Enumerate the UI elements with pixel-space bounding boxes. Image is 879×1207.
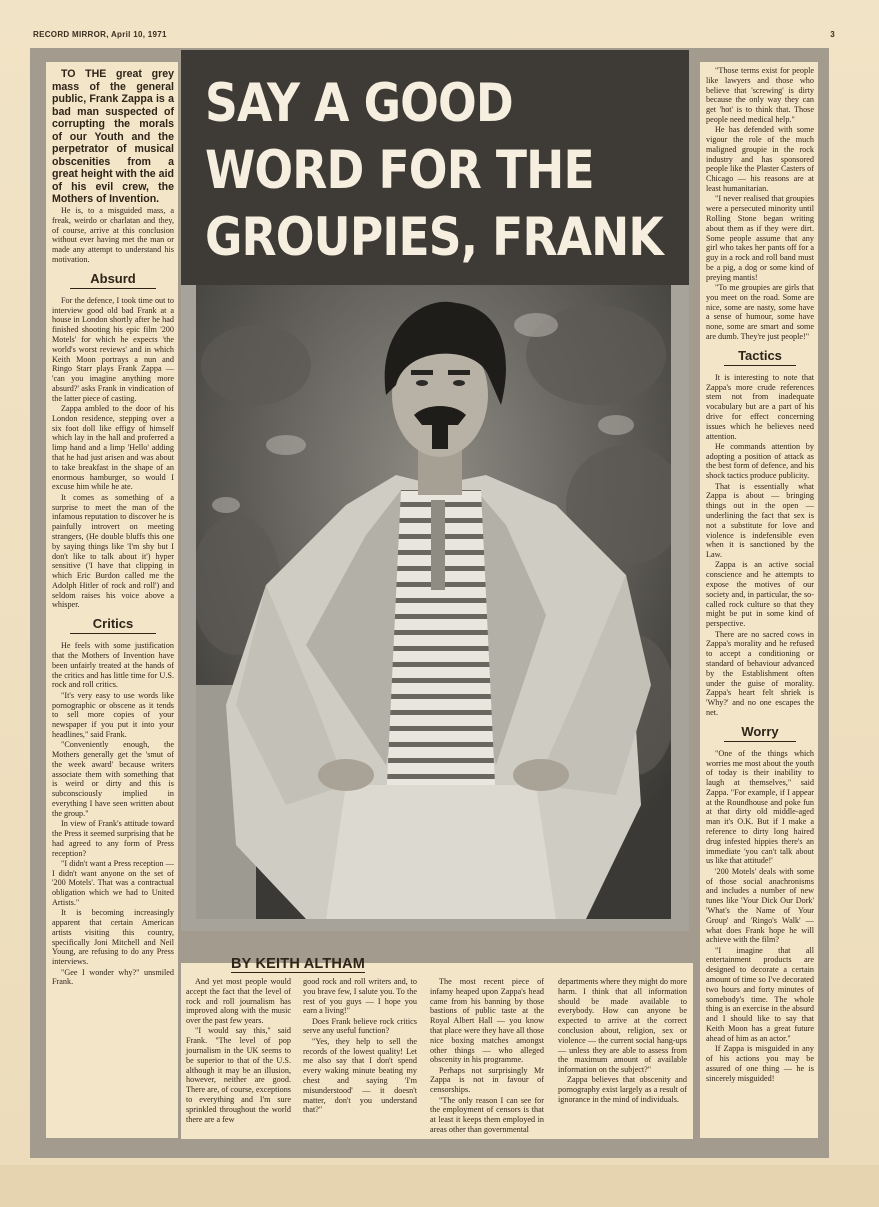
page-number: 3	[830, 30, 835, 39]
publication-date: RECORD MIRROR, April 10, 1971	[33, 30, 167, 39]
paragraph: "Conveniently enough, the Mothers generally get the 'smut of the week award' because writers associate them with something that is weird or dirty and this is subconsciously implied in everything I have seen written about the group."	[52, 740, 174, 818]
intro-paragraph: TO THE great grey mass of the general public, Frank Zappa is a bad man suspected of corrupting the morals of our Youth and the perpetrator of musical obscenities from a great height with the aid of his evil crew, the Mothers of Invention.	[52, 68, 174, 205]
subhead-critics: Critics	[70, 616, 156, 634]
paragraph: It comes as something of a surprise to meet the man of the infamous reputation to discover he is painfully introvert on meeting strangers, (He double bluffs this one by saying things like 'I'm shy but I don't like to talk about it') hyper sensitive ('I have that clipping in which Eric Burdon called me the Adolph Hitler of rock and roll') and seldom raises his voice above a whisper.	[52, 492, 174, 610]
paragraph: Zappa ambled to the door of his London residence, stepping over a six foot doll like effigy of himself which lay in the hall and proferred a limp hand and a limp 'Hello' adding that he had just arisen and was about to take breakfast in the shape of an enormous hamburger, so would I excuse him while he ate.	[52, 404, 174, 492]
paragraph: "Those terms exist for people like lawyers and those who believe that 'screwing' is dirty because the only way they can get 'hot' is to think that. Those people need medical help."	[706, 66, 814, 124]
paragraph: "I didn't want a Press reception — I didn't want anyone on the set of '200 Motels'. That was a contractual obligation which we had to United Artists."	[52, 858, 174, 907]
paragraph: It is becoming increasingly apparent that certain American artists visiting this country, specifically Joni Mitchell and Neil Young, are refusing to do any Press interviews.	[52, 908, 174, 967]
headline-line-3: GROUPIES, FRANK	[205, 207, 663, 268]
paragraph: '200 Motels' deals with some of those social anachronisms and includes a number of new tunes like 'Your Dick Our Dork' 'What's the Name of Your Group' and 'Ringo's Walk' — what does Frank hope he will achieve with the film?	[706, 866, 814, 945]
bottom-column-2	[300, 977, 420, 1137]
bottom-column-3	[427, 977, 547, 1137]
subhead-tactics: Tactics	[724, 348, 796, 366]
paragraph: He is, to a misguided mass, a freak, weirdo or charlatan and they, of course, arrive at this conclusion without ever having met the man or made any attempt to understand his motivation.	[52, 206, 174, 264]
paragraph: "The only reason I can see for the employment of censors is that at least it keeps them employed in areas other than governmental	[430, 1095, 544, 1134]
running-head	[33, 30, 835, 44]
paragraph: That is essentially what Zappa is about — bringing things out in the open — underlining the fact that sex is not a substitute for love and violence is indefensible even when it is sanctioned by the Law.	[706, 481, 814, 560]
portrait-photo	[196, 285, 671, 919]
paragraph: departments where they might do more harm. I think that all information should be made available to everybody. How can anyone be expected to arrive at the correct conclusion about, religion, sex or violence — the current social hang-ups — unless they are able to assess from the maximum amount of available information on the subject?"	[558, 977, 687, 1075]
paragraph: Perhaps not surprisingly Mr Zappa is not in favour of censorships.	[430, 1065, 544, 1095]
headline-line-1: SAY A GOOD	[205, 73, 513, 134]
paragraph: He feels with some justification that the Mothers of Invention have been unfairly treated at the hands of the critics and has little time for U.S. rock and roll critics.	[52, 641, 174, 690]
paragraph: For the defence, I took time out to interview good old bad Frank at a house in London shortly after he had finished shooting his epic film '200 Motels' for which he expects 'the world's worst reviews' and in which Keith Moon portrays a nun and Ringo Starr plays Frank Zappa — 'can you imagine anything more absurd?' asks Frank in vindication of the latter piece of casting.	[52, 295, 174, 403]
paragraph: It is interesting to note that Zappa's more crude references stem not from inadequate vocabulary but are a part of his drive for effect concerning issues which he believes need attention.	[706, 372, 814, 441]
paragraph: "I would say this," said Frank. "The level of pop journalism in the UK seems to be superior to that of the U.S. although it may be an illusion, however, neither are good. There are, of course, exceptions to everything and I'm sure sprinkled throughout the world there are a few	[186, 1026, 291, 1124]
bottom-column-4	[555, 977, 690, 1137]
byline: BY KEITH ALTHAM	[231, 956, 366, 972]
paragraph: In view of Frank's attitude toward the Press it seemed surprising that he had agreed to any form of Press reception?	[52, 819, 174, 858]
headline-line-2: WORD FOR THE	[205, 140, 594, 201]
bottom-column-1	[183, 977, 294, 1137]
paragraph: The most recent piece of infamy heaped upon Zappa's head came from his banning by those bastions of public taste at the Royal Albert Hall — you know that place were they have all those nice boxing matches amongst other things — who alleged obscenity in his programme.	[430, 977, 544, 1065]
paragraph: "It's very easy to use words like pornographic or obscene as it tends to sell more copies of your newspaper if you put it into your headlines," said Frank.	[52, 690, 174, 739]
paragraph: "I never realised that groupies were a persecuted minority until Rolling Stone began writing about them as if they were dirt. Some people assume that any girl who takes her pants off for a guy in a rock and roll band must be a pig, a dog or some kind of preying mantis!	[706, 194, 814, 282]
paragraph: And yet most people would accept the fact that the level of rock and roll journalism has improved along with the music over the past few years.	[186, 977, 291, 1026]
paragraph: There are no sacred cows in Zappa's morality and he refused to accept a conditioning or standard of behaviour advanced by the Establishment often under the guise of morality. Zappa's heart felt shriek is 'Why?' and no one escapes the net.	[706, 629, 814, 717]
paragraph: "One of the things which worries me most about the youth of today is their inability to laugh at themselves," said Zappa. "For example, if I appear at the Roundhouse and poke fun at that dirty old middle-aged man it's O.K. But if I make a reference to dirty long haired drug infested hippies there's an immediate 'you can't talk about us like that attitude!'	[706, 748, 814, 866]
paragraph: Zappa believes that obscenity and pornography exist largely as a result of ignorance in the mind of individuals.	[558, 1075, 687, 1105]
paragraph: If Zappa is misguided in any of his actions you may be assured of one thing — he is sincerely misguided!	[706, 1044, 814, 1083]
paragraph: Does Frank believe rock critics serve any useful function?	[303, 1016, 417, 1036]
subhead-worry: Worry	[724, 724, 796, 742]
right-column	[700, 62, 818, 1138]
paragraph: Zappa is an active social conscience and he attempts to expose the motives of our society and, in particular, the so-called rock culture so that they might be put in some kind of perspective.	[706, 560, 814, 629]
left-column	[46, 62, 178, 1138]
paragraph: "Yes, they help to sell the records of the lowest quality! Let me also say that I don't spend every waking minute beating my chest and saying 'I'm misunderstood' — it doesn't matter, don't you understand that?"	[303, 1036, 417, 1115]
portrait-illustration	[196, 285, 671, 919]
paragraph: "I imagine that all entertainment products are designed to decorate a certain amount of time so I've decorated two hours and forty minutes of somebody's time. The whole thing is an exercise in the absurd and I should like to say that Keith Moon has a great future ahead of him as an actor."	[706, 945, 814, 1043]
paragraph: good rock and roll writers and, to you brave few, I salute you. To the rest of you guys — I hope you earn a living!"	[303, 977, 417, 1016]
subhead-absurd: Absurd	[70, 271, 156, 289]
paragraph: He has defended with some vigour the role of the much maligned groupie in the rock industry and has sponsored people like the Plaster Casters of Chicago — his reasons are at least humanitarian.	[706, 125, 814, 194]
paragraph: "Gee I wonder why?" unsmiled Frank.	[52, 967, 174, 987]
page-bottom-margin	[0, 1165, 879, 1207]
paragraph: "To me groupies are girls that you meet on the road. Some are nice, some are nasty, some have a sense of humour, some have none, some are smart and some are dumb. They're just people!"	[706, 283, 814, 342]
paragraph: He commands attention by adopting a position of attack as the best form of defence, and his shock tactics produce publicity.	[706, 441, 814, 481]
headline-box	[181, 50, 689, 285]
